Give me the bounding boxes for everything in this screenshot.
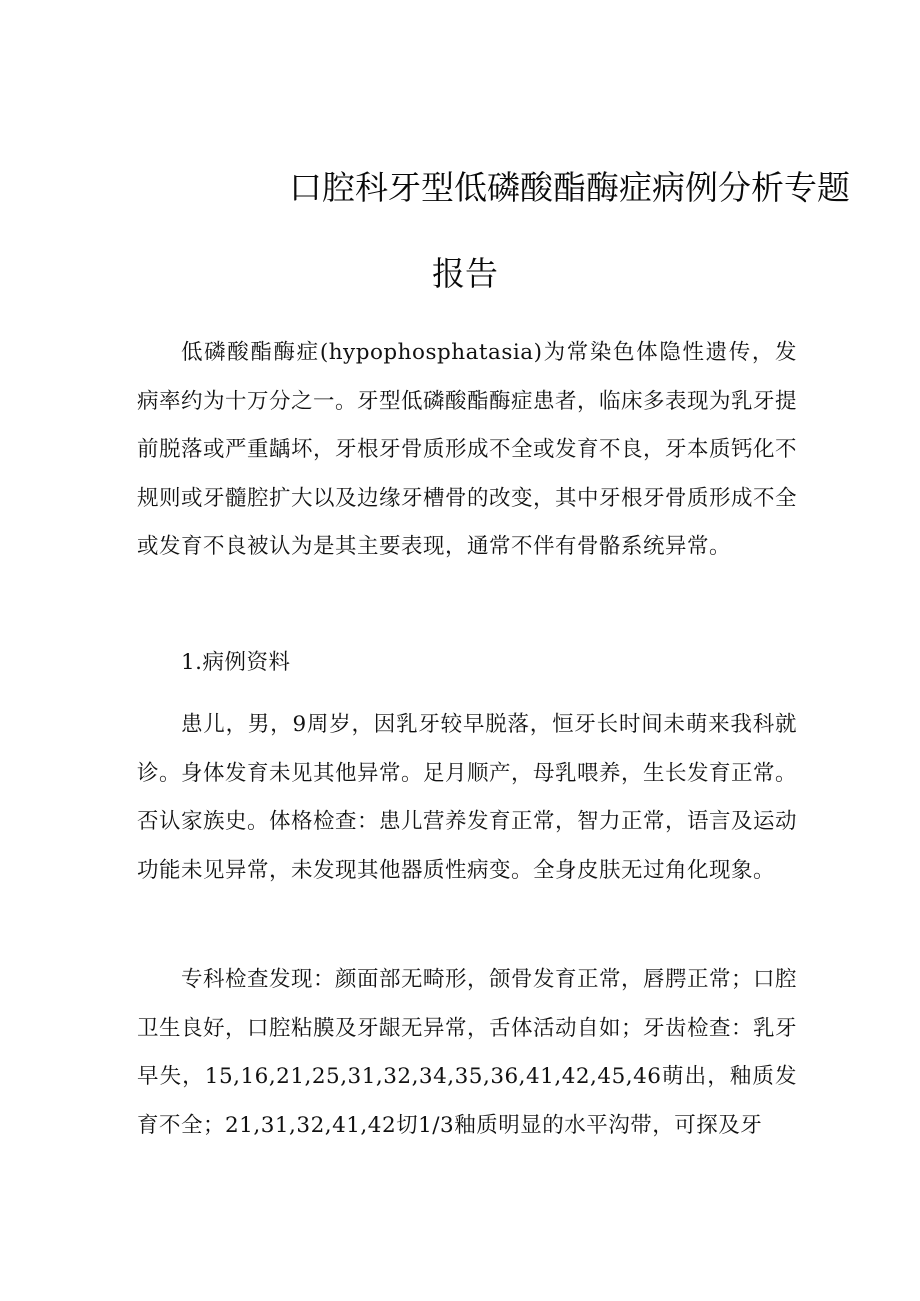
paragraph-patient-history: 患儿，男，9周岁，因乳牙较早脱落，恒牙长时间未萌来我科就诊。身体发育未见其他异常。足月顺产，母乳喂养，生长发育正常。否认家族史。体格检查：患儿营养发育正常，智力正常，语言及运动功能未见异常，未发现其他器质性病变。全身皮肤无过角化现象。 [137,712,798,883]
paragraph-introduction: 低磷酸酯酶症(hypophosphatasia)为常染色体隐性遗传，发病率约为十万分之一。牙型低磷酸酯酶症患者，临床多表现为乳牙提前脱落或严重龋坏，牙根牙骨质形成不全或发育不良，牙本质钙化不规则或牙髓腔扩大以及边缘牙槽骨的改变，其中牙根牙骨质形成不全或发育不良被认为是其主要表现，通常不伴有骨骼系统异常。 [137,340,798,559]
paragraph-specialist-exam: 专科检查发现：颜面部无畸形，颌骨发育正常，唇腭正常；口腔卫生良好，口腔粘膜及牙龈无异常，舌体活动自如；牙齿检查：乳牙早失，15,16,21,25,31,32,34,35,36,41,42,45,46萌出，釉质发育不全；21,31,32,41,42切1/3釉质明显的水平沟带，可探及牙 [137,967,798,1138]
document-title-line-1: 口腔科牙型低磷酸酯酶症病例分析专题 [289,168,850,207]
section-heading-case-data: 1.病例资料 [181,650,291,675]
document-title-line-2: 报告 [432,254,498,293]
